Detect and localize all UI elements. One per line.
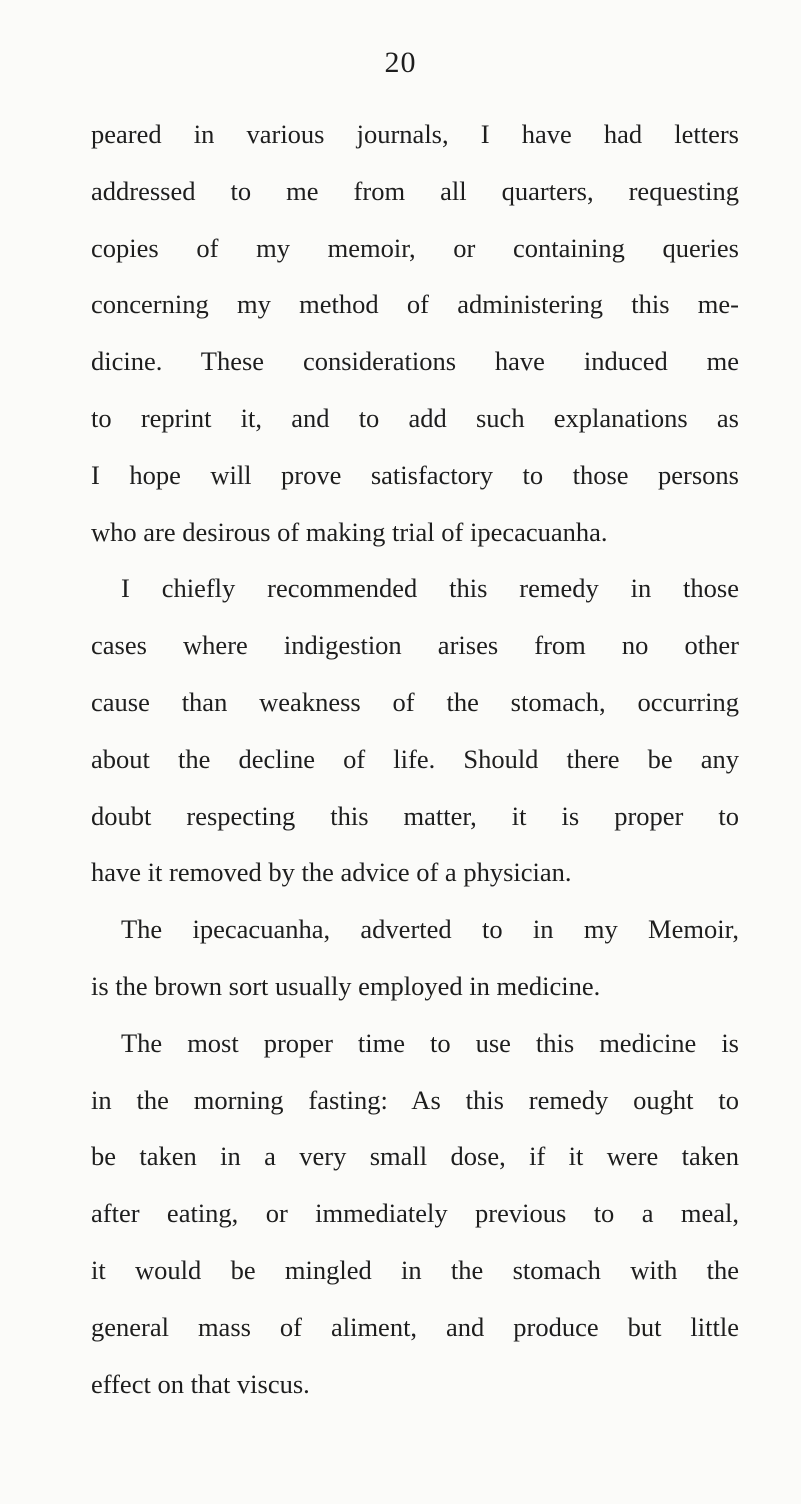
text-line: I hope will prove satisfactory to those persons (91, 459, 739, 490)
text-line: is the brown sort usually employed in medicine. (91, 970, 601, 1001)
text-line: in the morning fasting: As this remedy ought to (91, 1084, 739, 1115)
text-line: about the decline of life. Should there be any (91, 743, 739, 774)
text-line: concerning my method of administering this me- (91, 289, 739, 320)
page-number: 20 (384, 46, 417, 79)
text-line: have it removed by the advice of a physician. (91, 857, 572, 888)
text-line: I chiefly recommended this remedy in those (121, 573, 739, 604)
text-line: general mass of aliment, and produce but little (91, 1311, 739, 1342)
text-line: cases where indigestion arises from no other (91, 630, 739, 661)
text-line: to reprint it, and to add such explanations as (91, 402, 739, 433)
text-line: it would be mingled in the stomach with the (91, 1254, 739, 1285)
text-line: be taken in a very small dose, if it were taken (91, 1141, 739, 1172)
text-line: effect on that viscus. (91, 1368, 310, 1399)
text-line: cause than weakness of the stomach, occurring (91, 686, 739, 717)
text-line: peared in various journals, I have had letters (91, 119, 739, 149)
text-line: doubt respecting this matter, it is proper to (91, 800, 739, 831)
text-line: The most proper time to use this medicine is (121, 1027, 739, 1058)
text-line: The ipecacuanha, adverted to in my Memoir, (121, 914, 739, 945)
text-line: after eating, or immediately previous to a meal, (91, 1198, 739, 1229)
body-text (91, 106, 739, 1412)
text-line: who are desirous of making trial of ipecacuanha. (91, 516, 608, 547)
text-line: addressed to me from all quarters, requesting (91, 175, 739, 206)
text-line: dicine. These considerations have induced me (91, 346, 739, 377)
text-line: copies of my memoir, or containing queries (91, 232, 739, 263)
